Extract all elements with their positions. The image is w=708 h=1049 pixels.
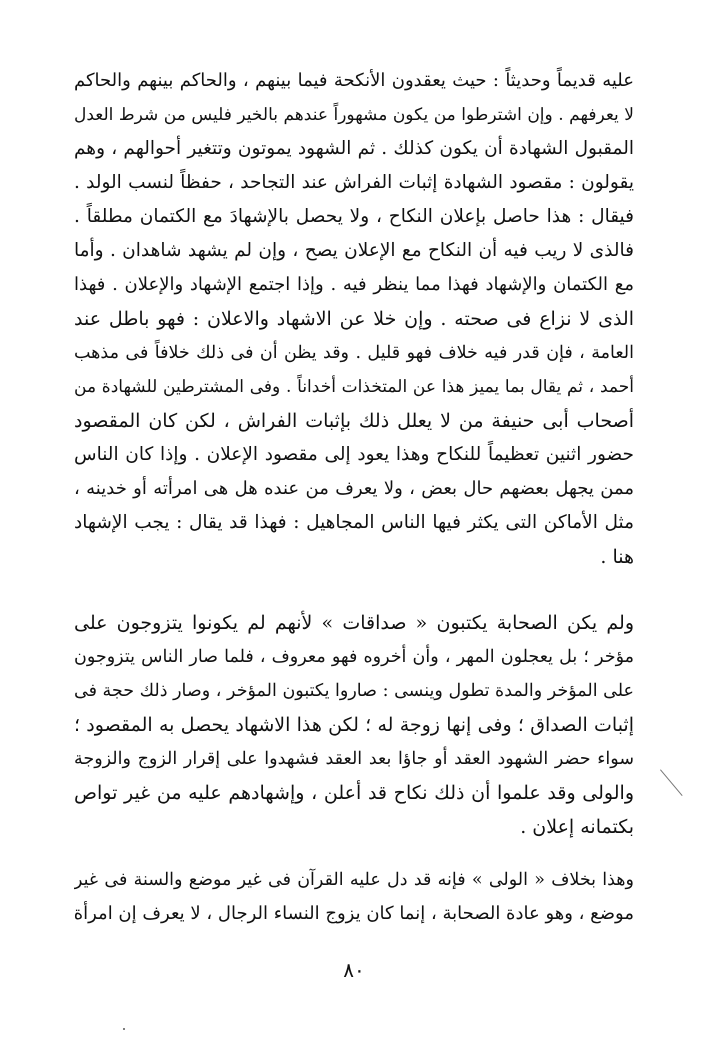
text-line: مؤخر ؛ بل يعجلون المهر ، وأن أخروه فهو معروف ، فلما صار الناس يتزوجون — [74, 647, 634, 667]
text-line: فيقال : هذا حاصل بإعلان النكاح ، ولا يحصل بالإشهادَ مع الكتمان مطلقاً . — [74, 206, 634, 227]
page-number: ٨٠ — [343, 958, 365, 982]
margin-pencil-mark — [660, 769, 683, 796]
text-line: ولم يكن الصحابة يكتبون « صداقات » لأنهم لم يكونوا يتزوجون على — [74, 612, 634, 634]
text-line: الذى لا نزاع فى صحته . وإن خلا عن الاشهاد والاعلان : فهو باطل عند — [74, 308, 634, 330]
text-line: موضع ، وهو عادة الصحابة ، إنما كان يزوج النساء الرجال ، لا يعرف إن امرأة — [74, 903, 634, 924]
text-line: بكتمانه إعلان . — [520, 816, 634, 838]
text-line: إثبات الصداق ؛ وفى إنها زوجة له ؛ لكن هذا الاشهاد يحصل به المقصود ؛ — [74, 714, 634, 736]
paragraph-3 — [74, 863, 634, 931]
text-line: على المؤخر والمدة تطول وينسى : صاروا يكتبون المؤخر ، وصار ذلك حجة فى — [74, 681, 634, 701]
text-line: أصحاب أبى حنيفة من لا يعلل ذلك بإثبات الفراش ، لكن كان المقصود — [74, 410, 634, 432]
text-line: سواء حضر الشهود العقد أو جاؤا بعد العقد فشهدوا على إقرار الزوج والزوجة — [74, 749, 634, 769]
text-line: حضور اثنين تعظيماً للنكاح وهذا يعود إلى مقصود الإعلان . وإذا كان الناس — [74, 444, 634, 465]
text-line: مع الكتمان والإشهاد فهذا مما ينظر فيه . وإذا اجتمع الإشهاد والإعلان . فهذا — [74, 274, 634, 295]
text-line: عليه قديماً وحديثاً : حيث يعقدون الأنكحة فيما بينهم ، والحاكم بينهم والحاكم — [74, 70, 634, 91]
text-line: فالذى لا ريب فيه أن النكاح مع الإعلان يصح ، وإن لم يشهد شاهدان . وأما — [74, 240, 634, 261]
text-line: العامة ، فإن قدر فيه خلاف فهو قليل . وقد يظن أن فى ذلك خلافاً فى مذهب — [74, 343, 634, 363]
text-line: وهذا بخلاف « الولى » فإنه قد دل عليه القرآن فى غير موضع والسنة فى غير — [74, 870, 634, 890]
text-line: مثل الأماكن التى يكثر فيها الناس المجاهيل : فهذا قد يقال : يجب الإشهاد — [74, 512, 634, 533]
text-line: والولى وقد علموا أن ذلك نكاح قد أعلن ، وإشهادهم عليه من غير تواص — [74, 782, 634, 804]
paragraph-1 — [74, 64, 634, 574]
text-line: المقبول الشهادة أن يكون كذلك . ثم الشهود يموتون وتتغير أحوالهم ، وهم — [74, 138, 634, 159]
text-line: لا يعرفهم . وإن اشترطوا من يكون مشهوراً عندهم بالخير فليس من شرط العدل — [74, 105, 634, 125]
text-line: ممن يجهل بعضهم حال بعض ، ولا يعرف من عنده هل هى امرأته أو خدينه ، — [74, 478, 634, 499]
text-line: هنا . — [600, 546, 634, 568]
text-line: يقولون : مقصود الشهادة إثبات الفراش عند التجاحد ، حفظاً لنسب الولد . — [74, 172, 634, 193]
paragraph-2 — [74, 606, 634, 844]
text-line: أحمد ، ثم يقال بما يميز هذا عن المتخذات أخداناً . وفى المشترطين للشهادة من — [74, 377, 634, 397]
scan-speck — [123, 1028, 125, 1030]
